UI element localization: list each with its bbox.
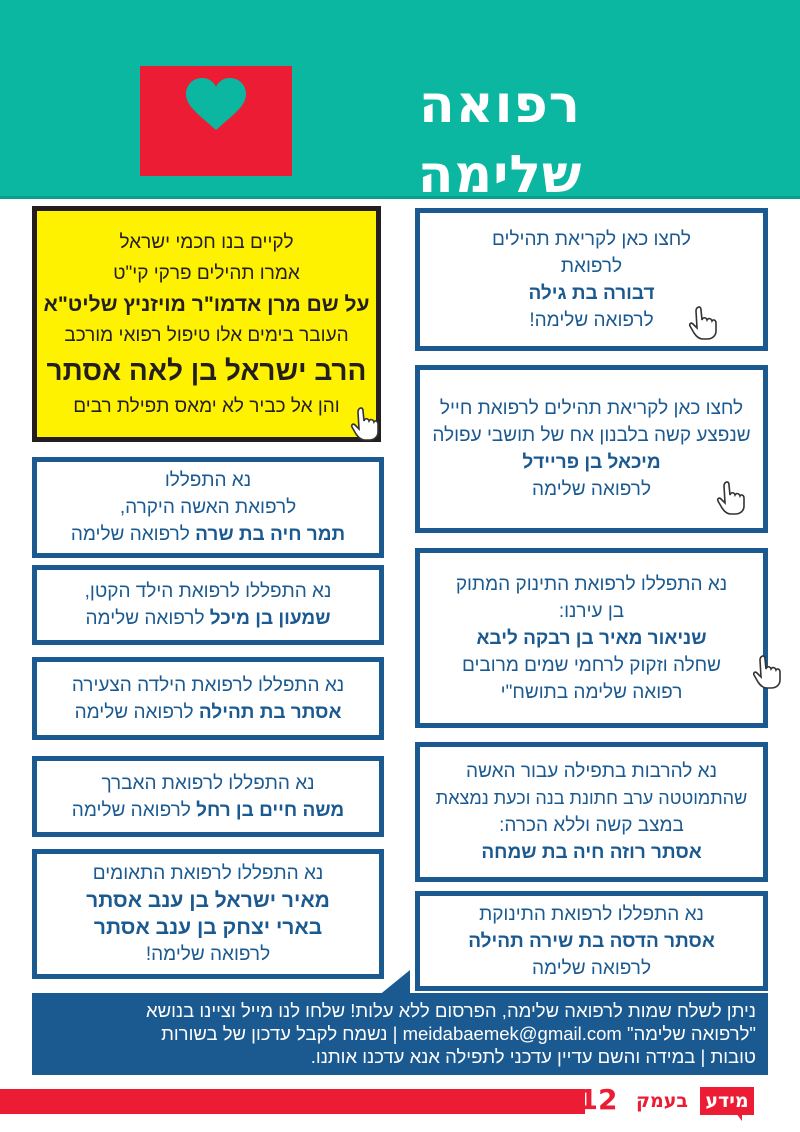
prayer-box: [32, 756, 384, 837]
box-text: לרפואה שלימה!: [529, 309, 654, 331]
featured-line: העובר בימים אלו טיפול רפואי מורכב: [64, 324, 349, 346]
prayer-box: [415, 891, 768, 991]
box-text: לרפואה שלימה: [70, 524, 190, 545]
prayer-box: [415, 742, 768, 882]
brand-word: בעמק: [636, 1090, 688, 1112]
patient-name: אסתר רוזה חיה בת שמחה: [481, 842, 702, 863]
box-text: לרפואה שלימה: [85, 608, 205, 629]
box-text: נא התפללו לרפואת האברך: [101, 772, 315, 794]
footer-bar: [0, 1089, 585, 1114]
box-text: נא התפללו לרפואת הילדה הצעירה: [71, 674, 345, 696]
featured-line: אמרו תהילים פרקי קי"ט: [113, 262, 300, 284]
notice-text: ניתן לשלח שמות לרפואה שלימה, הפרסום ללא עלות! שלחו לנו מייל וציינו בנושא: [145, 1000, 756, 1021]
pointing-hand-icon[interactable]: [688, 305, 722, 341]
box-text: לרפואה שלימה!: [145, 944, 271, 965]
prayer-box: [32, 457, 384, 558]
box-text: נא התפללו לרפואת הילד הקטן,: [84, 581, 332, 602]
page-number: 12: [578, 1083, 618, 1116]
prayer-box: [415, 548, 768, 728]
box-text: שנפצע קשה בלבנון אח של תושבי עפולה: [432, 425, 751, 446]
pointing-hand-icon[interactable]: [350, 406, 384, 442]
featured-prayer-box[interactable]: [32, 206, 381, 442]
brand-logo: מידע: [700, 1087, 754, 1115]
box-text: לרפואת: [560, 255, 623, 277]
box-text: בן עירנו:: [558, 600, 625, 622]
patient-name: שמעון בן מיכל: [209, 608, 331, 629]
submission-notice: [32, 993, 768, 1075]
box-text: לרפואת האשה היקרה,: [119, 497, 297, 518]
notice-text: | נשמח לקבל עדכון של בשורות: [161, 1023, 398, 1044]
heart-speech-bubble-icon: [140, 66, 292, 176]
box-text: לרפואה שלימה: [532, 479, 652, 500]
patient-name: משה חיים בן רחל: [196, 799, 345, 821]
box-text: לרפואה שלימה: [74, 701, 194, 723]
pointing-hand-icon[interactable]: [752, 654, 786, 690]
box-text: לרפואה שלימה: [532, 957, 652, 979]
notice-text: "לרפואה שלימה": [626, 1023, 756, 1044]
box-text: שחלה וזקוק לרחמי שמים מרובים: [461, 654, 722, 676]
box-text: לרפואה שלימה: [71, 799, 191, 821]
featured-line: על שם מרן אדמו"ר מויזניץ שליט"א: [43, 292, 370, 316]
patient-name: מאיר ישראל בן ענב אסתר: [86, 889, 330, 912]
patient-name: דבורה בת גילה: [528, 282, 655, 304]
patient-name: מיכאל בן פריידל: [522, 452, 661, 473]
patient-name: שניאור מאיר בן רבקה ליבא: [476, 627, 707, 649]
prayer-box: [32, 657, 384, 740]
box-text: שהתמוטטה ערב חתונת בנה וכעת נמצאת: [435, 788, 748, 808]
header-divider: [0, 196, 800, 199]
patient-name: בארי יצחק בן ענב אסתר: [93, 916, 323, 939]
featured-name: הרב ישראל בן לאה אסתר: [46, 354, 367, 386]
patient-name: תמר חיה בת שרה: [195, 524, 346, 545]
box-text: נא התפללו לרפואת התינוק המתוק: [455, 573, 728, 595]
featured-line: והן אל כביר לא ימאס תפילת רבים: [73, 395, 340, 417]
patient-name: אסתר הדסה בת שירה תהילה: [468, 930, 715, 952]
box-text: נא להרבות בתפילה עבור האשה: [466, 761, 717, 782]
page-title: רפואה שלימה: [417, 75, 583, 205]
box-text: לחצו כאן לקריאת תהילים לרפואת חייל: [439, 398, 744, 419]
notice-text: טובות | במידה והשם עדיין עדכני לתפילה אנא עדכנו אותנו.: [310, 1046, 756, 1067]
box-text: נא התפללו לרפואת התאומים: [92, 863, 324, 884]
box-text: במצב קשה וללא הכרה:: [499, 815, 684, 836]
brand-logo-tail: [736, 1113, 742, 1121]
featured-line: לקיים בנו חכמי ישראל: [119, 231, 294, 253]
box-text: נא התפללו לרפואת התינוקת: [479, 903, 704, 925]
pointing-hand-icon[interactable]: [716, 480, 750, 516]
callout-tail: [378, 956, 418, 996]
patient-name: אסתר בת תהילה: [198, 701, 342, 723]
prayer-box: [32, 849, 384, 979]
box-text: נא התפללו: [164, 470, 252, 491]
box-text: לחצו כאן לקריאת תהילים: [492, 228, 691, 250]
box-text: רפואה שלימה בתושח"י: [500, 681, 683, 703]
email-link[interactable]: meidabaemek@gmail.com: [402, 1023, 622, 1044]
prayer-box: [32, 565, 384, 645]
